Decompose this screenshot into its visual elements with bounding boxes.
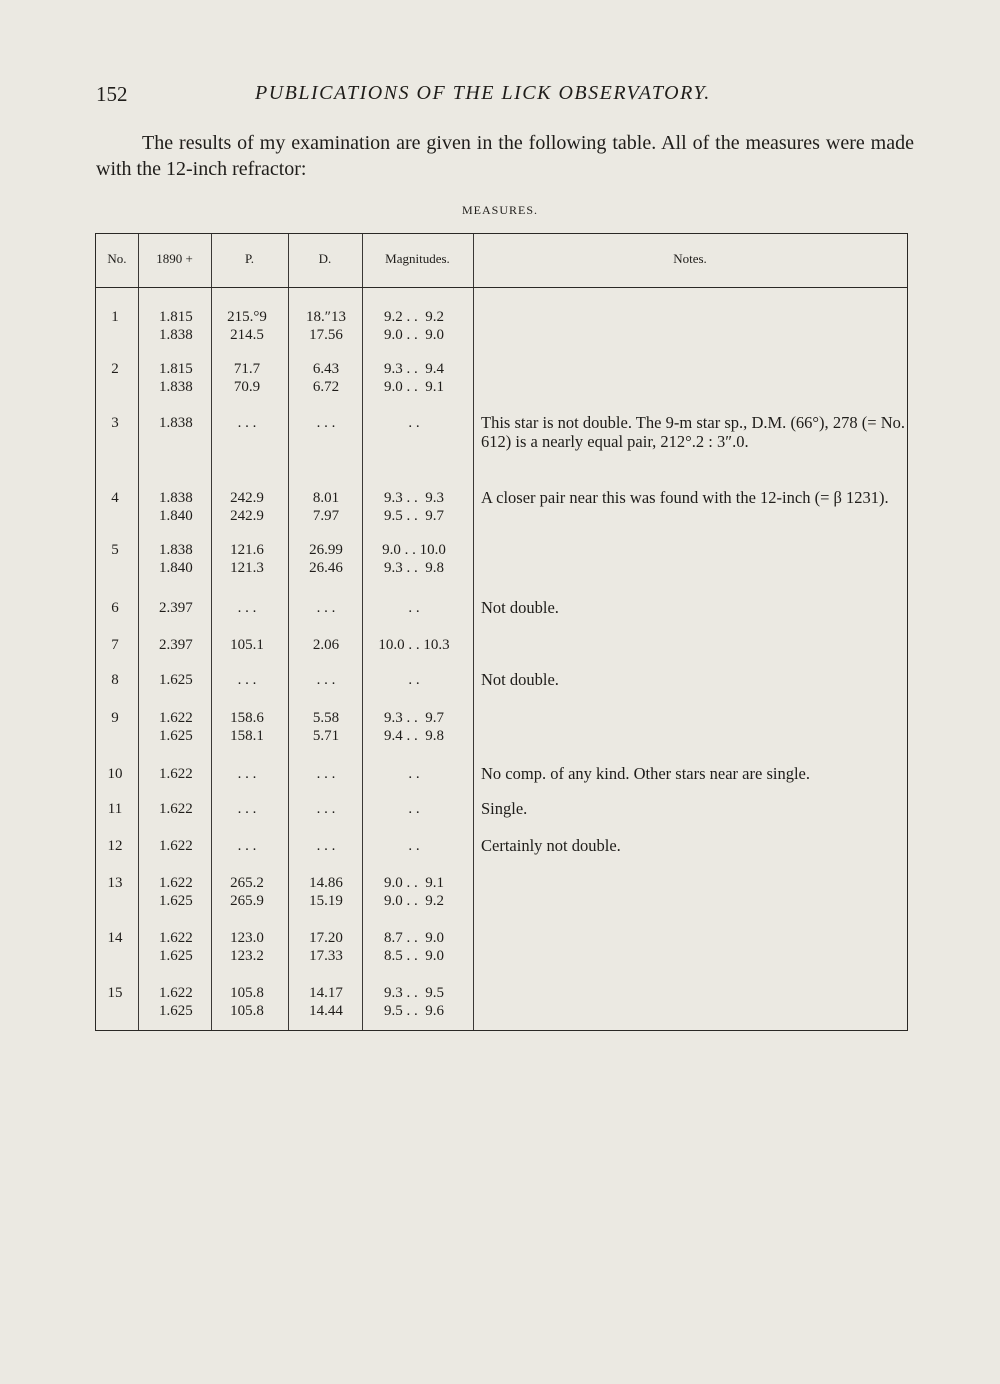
distance-value: 26.46	[309, 560, 343, 576]
distance-value: 2.06	[312, 637, 340, 653]
star-number: 10	[107, 766, 123, 782]
distance-value: 17.33	[309, 948, 343, 964]
position-angle-value: 123.0	[230, 930, 264, 946]
header-distance: D.	[318, 251, 332, 266]
magnitude-value: . .	[408, 766, 420, 782]
note-text: A closer pair near this was found with the 12-inch (= β 1231).	[481, 488, 889, 507]
epoch-value: 1.625	[159, 728, 193, 744]
page-number: 152	[96, 82, 128, 106]
magnitude-value: 9.3 . . 9.7	[384, 710, 444, 726]
header-epoch: 1890 +	[156, 251, 193, 266]
epoch-value: 1.625	[159, 1003, 193, 1019]
magnitude-value: 9.5 . . 9.7	[384, 508, 444, 524]
epoch-value: 1.622	[159, 875, 193, 891]
distance-value: 17.20	[309, 930, 343, 946]
position-angle-value: 158.1	[230, 728, 264, 744]
magnitude-value: 9.0 . . 10.0	[382, 542, 446, 558]
star-number: 4	[111, 490, 119, 506]
epoch-value: 1.838	[159, 379, 193, 395]
column-divider	[473, 234, 474, 1030]
intro-paragraph: The results of my examination are given in the following table. All of the measures were made with the 12-inch refractor:	[96, 132, 914, 180]
position-angle-value: 242.9	[230, 490, 264, 506]
distance-value: 5.58	[312, 710, 340, 726]
epoch-value: 1.815	[159, 361, 193, 377]
star-number: 11	[107, 801, 123, 817]
column-divider	[288, 234, 289, 1030]
star-number: 7	[111, 637, 119, 653]
column-divider	[211, 234, 212, 1030]
distance-value: 14.44	[309, 1003, 343, 1019]
star-number: 5	[111, 542, 119, 558]
magnitude-value: . .	[408, 838, 420, 854]
position-angle-value: 214.5	[230, 327, 264, 343]
column-divider	[138, 234, 139, 1030]
epoch-value: 1.622	[159, 710, 193, 726]
distance-value: 14.86	[309, 875, 343, 891]
epoch-value: 1.840	[159, 560, 193, 576]
magnitude-value: . .	[408, 415, 420, 431]
epoch-value: 1.838	[159, 490, 193, 506]
epoch-value: 1.838	[159, 542, 193, 558]
measures-table	[95, 233, 908, 1031]
position-angle-value: . . .	[237, 801, 257, 817]
epoch-value: 1.838	[159, 415, 193, 431]
distance-value: 15.19	[309, 893, 343, 909]
epoch-value: 1.625	[159, 893, 193, 909]
magnitude-value: 8.7 . . 9.0	[384, 930, 444, 946]
note-text: Not double.	[481, 670, 559, 689]
distance-value: 7.97	[312, 508, 340, 524]
position-angle-value: . . .	[237, 600, 257, 616]
distance-value: . . .	[316, 672, 336, 688]
distance-value: . . .	[316, 415, 336, 431]
distance-value: 18.″13	[306, 309, 346, 325]
magnitude-value: 9.3 . . 9.5	[384, 985, 444, 1001]
table-caption: MEASURES.	[461, 203, 538, 217]
distance-value: 5.71	[312, 728, 340, 744]
header-position-angle: P.	[244, 251, 255, 266]
magnitude-value: 9.4 . . 9.8	[384, 728, 444, 744]
note-text: This star is not double. The 9-m star sp., D.M. (66°), 278 (= No. 612) is a nearly equal pair, 212°.2 : 3″.0.	[481, 413, 905, 451]
position-angle-value: 123.2	[230, 948, 264, 964]
star-number: 3	[111, 415, 119, 431]
distance-value: 6.72	[312, 379, 340, 395]
position-angle-value: 71.7	[233, 361, 261, 377]
star-number: 9	[111, 710, 119, 726]
magnitude-value: 9.3 . . 9.4	[384, 361, 444, 377]
magnitude-value: 9.0 . . 9.1	[384, 875, 444, 891]
epoch-value: 1.622	[159, 766, 193, 782]
position-angle-value: 158.6	[230, 710, 264, 726]
position-angle-value: 105.8	[230, 985, 264, 1001]
header-notes: Notes.	[673, 251, 707, 266]
distance-value: . . .	[316, 766, 336, 782]
position-angle-value: . . .	[237, 766, 257, 782]
star-number: 12	[107, 838, 123, 854]
magnitude-value: 9.5 . . 9.6	[384, 1003, 444, 1019]
position-angle-value: 265.9	[230, 893, 264, 909]
magnitude-value: 10.0 . . 10.3	[378, 637, 450, 653]
position-angle-value: . . .	[237, 672, 257, 688]
distance-value: 17.56	[309, 327, 343, 343]
magnitude-value: . .	[408, 672, 420, 688]
header-rule	[96, 287, 907, 288]
note-text: Single.	[481, 799, 528, 818]
position-angle-value: 121.6	[230, 542, 264, 558]
distance-value: 8.01	[312, 490, 340, 506]
star-number: 15	[107, 985, 123, 1001]
position-angle-value: 105.1	[230, 637, 264, 653]
star-number: 1	[111, 309, 119, 325]
distance-value: 26.99	[309, 542, 343, 558]
distance-value: . . .	[316, 838, 336, 854]
epoch-value: 2.397	[159, 637, 193, 653]
epoch-value: 1.815	[159, 309, 193, 325]
distance-value: 6.43	[312, 361, 340, 377]
magnitude-value: 9.3 . . 9.3	[384, 490, 444, 506]
position-angle-value: 121.3	[230, 560, 264, 576]
star-number: 2	[111, 361, 119, 377]
magnitude-value: 9.0 . . 9.1	[384, 379, 444, 395]
magnitude-value: 9.3 . . 9.8	[384, 560, 444, 576]
magnitude-value: 8.5 . . 9.0	[384, 948, 444, 964]
position-angle-value: 265.2	[230, 875, 264, 891]
magnitude-value: . .	[408, 600, 420, 616]
distance-value: . . .	[316, 600, 336, 616]
header-magnitudes: Magnitudes.	[385, 251, 450, 266]
magnitude-value: 9.2 . . 9.2	[384, 309, 444, 325]
header-no: No.	[107, 251, 127, 266]
star-number: 13	[107, 875, 123, 891]
epoch-value: 1.838	[159, 327, 193, 343]
position-angle-value: . . .	[237, 415, 257, 431]
running-head: PUBLICATIONS OF THE LICK OBSERVATORY.	[255, 82, 711, 104]
note-text: Not double.	[481, 598, 559, 617]
position-angle-value: 70.9	[233, 379, 261, 395]
magnitude-value: 9.0 . . 9.0	[384, 327, 444, 343]
epoch-value: 1.622	[159, 985, 193, 1001]
distance-value: 14.17	[309, 985, 343, 1001]
epoch-value: 1.622	[159, 930, 193, 946]
epoch-value: 1.622	[159, 838, 193, 854]
distance-value: . . .	[316, 801, 336, 817]
position-angle-value: 105.8	[230, 1003, 264, 1019]
epoch-value: 2.397	[159, 600, 193, 616]
column-divider	[362, 234, 363, 1030]
position-angle-value: 215.°9	[227, 309, 267, 325]
epoch-value: 1.625	[159, 672, 193, 688]
epoch-value: 1.625	[159, 948, 193, 964]
magnitude-value: 9.0 . . 9.2	[384, 893, 444, 909]
epoch-value: 1.840	[159, 508, 193, 524]
star-number: 6	[111, 600, 119, 616]
position-angle-value: 242.9	[230, 508, 264, 524]
star-number: 14	[107, 930, 123, 946]
position-angle-value: . . .	[237, 838, 257, 854]
note-text: No comp. of any kind. Other stars near are single.	[481, 764, 810, 783]
epoch-value: 1.622	[159, 801, 193, 817]
star-number: 8	[111, 672, 119, 688]
magnitude-value: . .	[408, 801, 420, 817]
note-text: Certainly not double.	[481, 836, 621, 855]
